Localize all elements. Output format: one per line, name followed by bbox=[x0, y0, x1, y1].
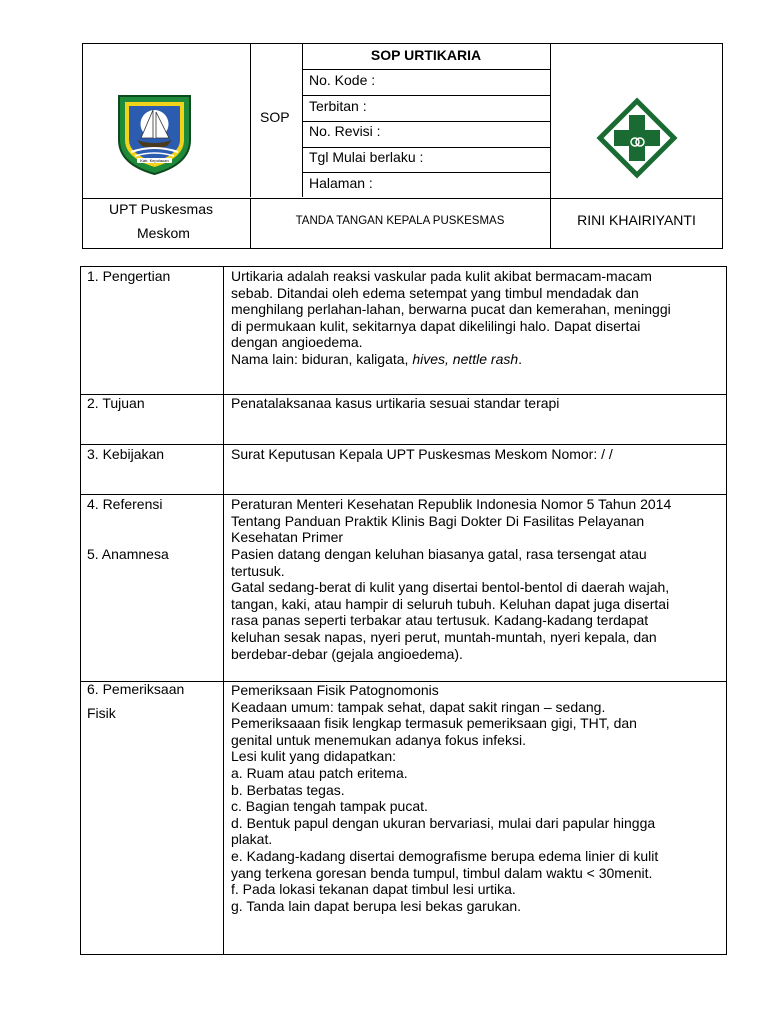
field-no-kode: No. Kode : bbox=[309, 72, 376, 88]
section-text-anamnesa: Pasien datang dengan keluhan biasanya gatal, rasa tersengat atau tertusuk. Gatal sedang-berat di kulit yang disertai bentol-bentol di daerah wajah, tangan, kaki, atau hampir di seluruh tubuh. Keluhan dapat juga disertai rasa panas seperti terbakar atau tertusuk. Kadang-kadang terdapat keluhan sesak napas, nyeri perut, muntah-muntah, nyeri kepala, dan berdebar-debar (gejala angioedema). bbox=[231, 546, 670, 662]
section-text-referensi: Peraturan Menteri Kesehatan Republik Indonesia Nomor 5 Tahun 2014 Tentang Panduan Praktik Klinis Bagi Dokter Di Fasilitas Pelayanan Kesehatan Primer bbox=[231, 496, 672, 546]
emblem-scroll-text: Kab. Kepulauan bbox=[140, 158, 169, 163]
section-label-anamnesa: 5. Anamnesa bbox=[87, 546, 169, 562]
field-tgl-mulai: Tgl Mulai berlaku : bbox=[309, 149, 424, 165]
field-terbitan: Terbitan : bbox=[309, 98, 367, 114]
puskesmas-logo bbox=[594, 95, 680, 181]
regency-emblem-logo bbox=[117, 94, 192, 176]
section-text-kebijakan: Surat Keputusan Kepala UPT Puskesmas Meskom Nomor: / / bbox=[231, 446, 613, 462]
section-label-referensi: 4. Referensi bbox=[87, 496, 163, 512]
section-text-pemeriksaan-fisik: Pemeriksaan Fisik Patognomonis Keadaan umum: tampak sehat, dapat sakit ringan – sedang. Pemeriksaaan fisik lengkap termasuk pemeriksaan gigi, THT, dan genital untuk menemukan adanya fokus infeksi. Lesi kulit yang didapatkan: a. Ruam atau patch eritema. b. Berbatas tegas. c. Bagian tengah tampak pucat. d. Bentuk papul dengan ukuran bervariasi, mulai dari papular hingga plakat. e. Kadang-kadang disertai demografisme berupa edema linier di kulit yang terkena goresan benda tumpul, timbul dalam waktu < 30menit. f. Pada lokasi tekanan dapat timbul lesi urtika. g. Tanda lain dapat berupa lesi bekas garukan. bbox=[231, 682, 659, 914]
sop-header-table bbox=[82, 43, 723, 249]
page-title: SOP URTIKARIA bbox=[370, 47, 482, 63]
field-no-revisi: No. Revisi : bbox=[309, 123, 381, 139]
section-label-pemeriksaan-fisik: 6. Pemeriksaan Fisik bbox=[87, 681, 185, 721]
section-label-tujuan: 2. Tujuan bbox=[87, 395, 145, 411]
section-text-pengertian: Urtikaria adalah reaksi vaskular pada kulit akibat bermacam-macam sebab. Ditandai oleh edema setempat yang timbul mendadak dan menghilang perlahan-lahan, berwarna pucat dan kemerahan, meninggi di permukaan kulit, sekitarnya dapat dikelilingi halo. Dapat disertai dengan angioedema. Nama lain: biduran, kaligata, hives, nettle rash. bbox=[231, 268, 725, 368]
section-label-kebijakan: 3. Kebijakan bbox=[87, 446, 165, 462]
signature-label: TANDA TANGAN KEPALA PUSKESMAS bbox=[295, 215, 505, 227]
field-halaman: Halaman : bbox=[309, 175, 373, 191]
org-name-line1: UPT Puskesmas bbox=[109, 201, 213, 217]
head-name: RINI KHAIRIYANTI bbox=[577, 212, 696, 228]
alias-line: Nama lain: biduran, kaligata, hives, nettle rash. bbox=[231, 350, 523, 367]
sop-label: SOP bbox=[260, 109, 290, 125]
sop-content-table bbox=[80, 266, 727, 955]
section-label-pengertian: 1. Pengertian bbox=[87, 268, 171, 284]
org-name-line2: Meskom bbox=[137, 225, 190, 241]
section-text-tujuan: Penatalaksanaa kasus urtikaria sesuai standar terapi bbox=[231, 395, 560, 411]
